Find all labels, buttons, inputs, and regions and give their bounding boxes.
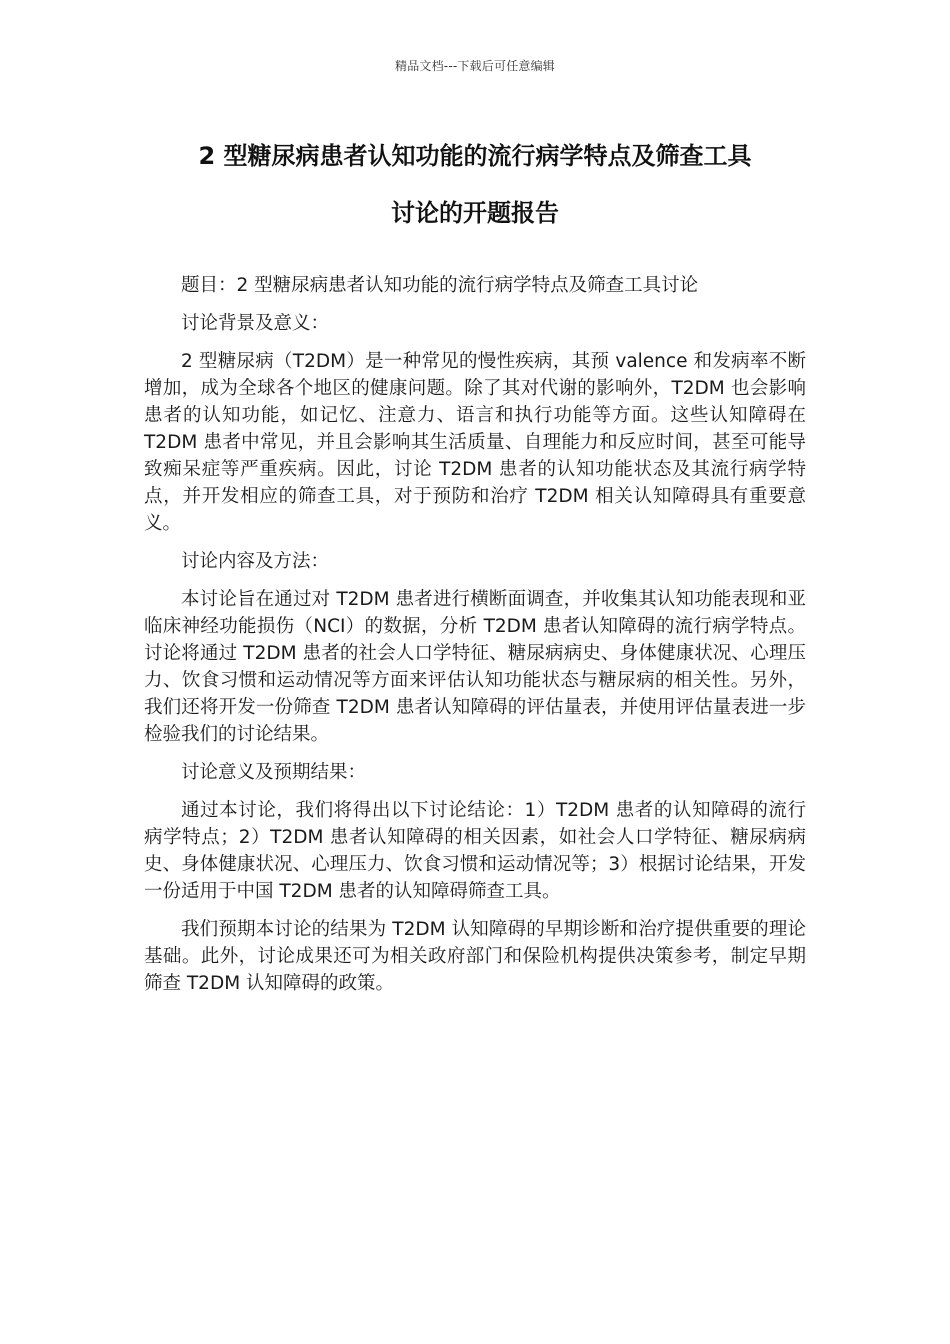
results-heading: 讨论意义及预期结果： [181,762,367,783]
document-title-line-1: 2 型糖尿病患者认知功能的流行病学特点及筛查工具 [198,142,752,170]
background-heading: 讨论背景及意义： [181,313,330,334]
results-paragraph: 通过本讨论，我们将得出以下讨论结论：1）T2DM 患者的认知障碍的流行病学特点；2）T2DM 患者认知障碍的相关因素，如社会人口学特征、糖尿病病史、身体健康状况、心理压力、饮食习惯和运动情况等；3）根据讨论结果，开发一份适用于中国 T2DM 患者的认知障碍筛查工具。 [144,800,806,902]
expectation-paragraph: 我们预期本讨论的结果为 T2DM 认知障碍的早期诊断和治疗提供重要的理论基础。此外，讨论成果还可为相关政府部门和保险机构提供决策参考，制定早期筛查 T2DM 认知障碍的政策。 [144,919,806,994]
document-body [144,272,806,1008]
methods-heading: 讨论内容及方法： [181,551,330,572]
topic-line: 题目：2 型糖尿病患者认知功能的流行病学特点及筛查工具讨论 [181,275,699,296]
background-paragraph: 2 型糖尿病（T2DM）是一种常见的慢性疾病，其预 valence 和发病率不断增加，成为全球各个地区的健康问题。除了其对代谢的影响外，T2DM 也会影响患者的认知功能，如记忆、注意力、语言和执行功能等方面。这些认知障碍在 T2DM 患者中常见，并且会影响其生活质量、自理能力和反应时间，甚至可能导致痴呆症等严重疾病。因此，讨论 T2DM 患者的认知功能状态及其流行病学特点，并开发相应的筛查工具，对于预防和治疗 T2DM 相关认知障碍具有重要意义。 [144,351,806,534]
document-title-line-2: 讨论的开题报告 [391,199,559,227]
methods-paragraph: 本讨论旨在通过对 T2DM 患者进行横断面调查，并收集其认知功能表现和亚临床神经功能损伤（NCI）的数据，分析 T2DM 患者认知障碍的流行病学特点。讨论将通过 T2DM 患者的社会人口学特征、糖尿病病史、身体健康状况、心理压力、饮食习惯和运动情况等方面来评估认知功能状态与糖尿病的相关性。另外，我们还将开发一份筛查 T2DM 患者认知障碍的评估量表，并使用评估量表进一步检验我们的讨论结果。 [144,589,806,745]
header-note: 精品文档---下载后可任意编辑 [395,59,555,73]
